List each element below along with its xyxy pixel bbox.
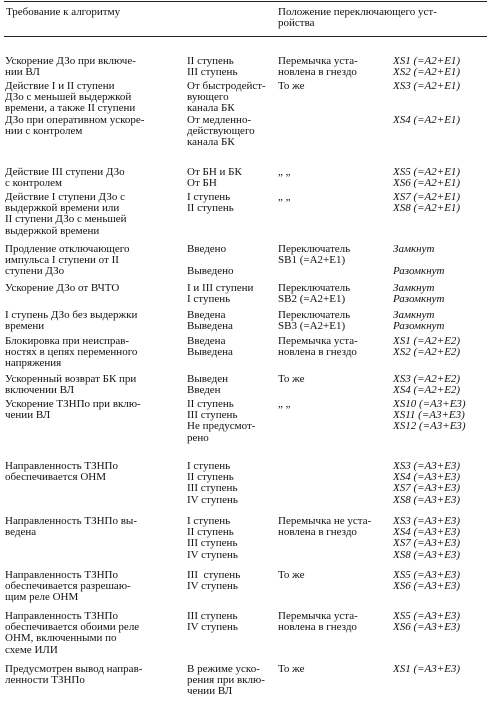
cell-line: SB2 (=A2+E1) <box>278 293 346 306</box>
mode-cell <box>187 461 275 506</box>
cell-line: ленности ТЗНПо <box>5 674 85 687</box>
cell-line: Не предусмот- <box>187 420 256 433</box>
cell-line: XS8 (=A3+E3) <box>393 548 461 561</box>
cell-line: импульса I ступени от II <box>5 254 119 267</box>
cell-line <box>393 137 489 148</box>
cell-line: обеспечивается разрешаю- <box>5 580 131 593</box>
position-cell <box>393 56 489 78</box>
mode-cell <box>187 611 275 656</box>
cell-line: Введена <box>187 335 226 347</box>
cell-line: II ступень <box>187 398 234 410</box>
cell-line: времени <box>5 320 45 333</box>
cell-line: IV ступень <box>187 493 238 506</box>
cell-line: То же <box>278 80 305 92</box>
cell-line <box>278 410 390 421</box>
cell-line <box>393 686 489 697</box>
cell-line: Предусмотрен вывод направ- <box>5 663 143 675</box>
position-cell <box>393 516 489 561</box>
cell-line: XS1 (=A3+E3) <box>393 663 461 675</box>
cell-line: XS4 (=A3+E3) <box>393 471 461 484</box>
cell-line: Продление отключающего <box>5 243 130 255</box>
cell-line: Переключатель <box>278 282 351 294</box>
cell-line: Перемычка уста- <box>278 610 358 622</box>
header-rule <box>4 36 487 37</box>
cell-line: Ускорение ДЗо при включе- <box>5 55 136 67</box>
cell-line: XS4 (=A3+E3) <box>393 526 461 539</box>
cell-line: ностях в цепях переменного <box>5 346 138 359</box>
cell-line: схеме ИЛИ <box>5 643 58 656</box>
cell-line: новлена в гнездо <box>278 526 357 539</box>
position-cell <box>393 664 489 698</box>
cell-line: напряжения <box>5 357 62 370</box>
cell-line: I ступень <box>187 191 231 203</box>
cell-line <box>278 178 390 189</box>
position-cell <box>393 192 489 237</box>
cell-line <box>278 214 390 225</box>
cell-line: рения при вклю- <box>187 674 265 687</box>
requirement-cell <box>5 192 183 237</box>
cell-line: канала БК <box>187 102 235 115</box>
cell-line: То же <box>278 373 305 385</box>
cell-line: III ступень <box>187 569 241 581</box>
cell-line: XS3 (=A3+E3) <box>393 515 461 527</box>
cell-line: XS5 (=A3+E3) <box>393 610 461 622</box>
cell-line: Блокировка при неисправ- <box>5 335 130 347</box>
cell-line: ДЗо при оперативном ускоре- <box>5 113 145 126</box>
cell-line: Направленность ТЗНПо <box>5 569 118 581</box>
cell-line: XS11 (=A3+E3) <box>393 409 465 422</box>
cell-line: Выведено <box>187 265 234 278</box>
cell-line: III ступень <box>187 537 238 550</box>
position-cell <box>393 244 489 278</box>
mode-cell <box>187 664 275 698</box>
position-cell <box>393 461 489 506</box>
cell-line <box>278 592 390 603</box>
cell-line <box>393 358 489 369</box>
cell-line: XS6 (=A3+E3) <box>393 621 461 634</box>
cell-line: Замкнут <box>393 309 435 321</box>
cell-line: II ступень <box>187 202 234 215</box>
cell-line <box>278 115 390 126</box>
cell-line <box>5 421 183 432</box>
cell-line: XS7 (=A2+E1) <box>393 191 461 203</box>
cell-line: действующего <box>187 124 255 137</box>
cell-line: II ступень <box>187 471 234 484</box>
requirement-cell <box>5 399 183 444</box>
cell-line: Выведена <box>187 346 233 359</box>
device-cell <box>278 374 390 396</box>
cell-line: Действие I и II ступени <box>5 80 115 92</box>
cell-line: XS4 (=A2+E2) <box>393 384 461 397</box>
cell-line: времени, а также II ступени <box>5 102 136 115</box>
cell-line <box>393 214 489 225</box>
cell-line <box>187 226 275 237</box>
cell-line: вующего <box>187 91 229 104</box>
cell-line: II ступень <box>187 526 234 539</box>
cell-line: I и III ступени <box>187 282 254 294</box>
mode-cell <box>187 81 275 148</box>
cell-line <box>5 433 183 444</box>
cell-line: Ускорение ТЗНПо при вклю- <box>5 398 141 410</box>
mode-cell <box>187 336 275 370</box>
device-cell <box>278 192 390 237</box>
cell-line: XS8 (=A2+E1) <box>393 202 461 215</box>
mode-cell <box>187 283 275 305</box>
header-col2: Положение переключающего уст- ройства <box>278 6 437 30</box>
cell-line: Действие III ступени ДЗо <box>5 166 125 178</box>
cell-line <box>278 203 390 214</box>
cell-line <box>187 645 275 656</box>
cell-line: Введена <box>187 309 226 321</box>
cell-line: В режиме уско- <box>187 663 260 675</box>
cell-line: „ „ <box>278 398 291 410</box>
cell-line: То же <box>278 663 305 675</box>
cell-line: обеспечивается ОНМ <box>5 471 107 484</box>
cell-line: чении ВЛ <box>187 685 233 698</box>
device-cell <box>278 283 390 305</box>
cell-line: III ступень <box>187 409 238 422</box>
position-cell <box>393 611 489 656</box>
cell-line: ДЗо с меньшей выдержкой <box>5 91 132 104</box>
cell-line <box>393 645 489 656</box>
cell-line: XS8 (=A3+E3) <box>393 493 461 506</box>
cell-line: Выведена <box>187 320 233 333</box>
cell-line <box>278 137 390 148</box>
cell-line: Разомкнут <box>393 293 445 306</box>
requirement-cell <box>5 374 183 396</box>
requirement-cell <box>5 244 183 278</box>
cell-line: выдержкой времени <box>5 224 100 237</box>
device-cell <box>278 244 390 278</box>
cell-line: новлена в гнездо <box>278 621 357 634</box>
cell-line <box>278 266 390 277</box>
cell-line: ведена <box>5 526 37 539</box>
cell-line <box>393 126 489 137</box>
cell-line: XS3 (=A3+E3) <box>393 460 461 472</box>
cell-line: XS6 (=A3+E3) <box>393 580 461 593</box>
cell-line: Введен <box>187 384 221 397</box>
cell-line <box>187 633 275 644</box>
cell-line: Переключатель <box>278 243 351 255</box>
cell-line <box>393 433 489 444</box>
cell-line: чении ВЛ <box>5 409 51 422</box>
requirement-cell <box>5 611 183 656</box>
cell-line: Направленность ТЗНПо вы- <box>5 515 137 527</box>
cell-line: I ступень ДЗо без выдержки <box>5 309 138 321</box>
cell-line <box>278 538 390 549</box>
cell-line: III ступень <box>187 66 238 79</box>
cell-line: Перемычка уста- <box>278 55 358 67</box>
cell-line: нии с контролем <box>5 124 83 137</box>
requirement-cell <box>5 664 183 698</box>
cell-line: II ступени ДЗо с меньшей <box>5 213 127 226</box>
cell-line <box>5 550 183 561</box>
position-cell <box>393 570 489 604</box>
requirement-cell <box>5 461 183 506</box>
device-cell <box>278 664 390 698</box>
cell-line: включении ВЛ <box>5 384 75 397</box>
cell-line: „ „ <box>278 166 291 178</box>
cell-line: Ускорение ДЗо от ВЧТО <box>5 282 120 294</box>
mode-cell <box>187 56 275 78</box>
cell-line: XS2 (=A2+E1) <box>393 66 461 79</box>
cell-line <box>278 581 390 592</box>
cell-line: XS7 (=A3+E3) <box>393 482 461 495</box>
device-cell <box>278 336 390 370</box>
requirement-cell <box>5 516 183 561</box>
cell-line <box>278 483 390 494</box>
cell-line: выдержкой времени или <box>5 202 120 215</box>
mode-cell <box>187 167 275 189</box>
cell-line <box>393 633 489 644</box>
position-cell <box>393 374 489 396</box>
cell-line <box>187 592 275 603</box>
cell-line <box>5 686 183 697</box>
cell-line <box>278 645 390 656</box>
cell-line: XS12 (=A3+E3) <box>393 420 466 433</box>
position-cell <box>393 81 489 148</box>
cell-line: От БН <box>187 177 217 190</box>
requirement-cell <box>5 336 183 370</box>
cell-line: XS5 (=A2+E1) <box>393 166 461 178</box>
cell-line: щим реле ОНМ <box>5 591 79 604</box>
cell-line <box>278 550 390 561</box>
mode-cell <box>187 192 275 237</box>
position-cell <box>393 167 489 189</box>
cell-line <box>393 103 489 114</box>
cell-line: Введено <box>187 243 227 255</box>
cell-line: XS3 (=A2+E2) <box>393 373 461 385</box>
cell-line <box>278 385 390 396</box>
cell-line <box>278 433 390 444</box>
cell-line: нии ВЛ <box>5 66 40 79</box>
header-col1: Требование к алгоритму <box>6 6 121 18</box>
position-cell <box>393 399 489 444</box>
mode-cell <box>187 374 275 396</box>
cell-line <box>393 226 489 237</box>
mode-cell <box>187 244 275 278</box>
cell-line <box>393 675 489 686</box>
cell-line <box>278 358 390 369</box>
cell-line: Разомкнут <box>393 265 445 278</box>
cell-line <box>393 592 489 603</box>
cell-line: XS6 (=A2+E1) <box>393 177 461 190</box>
cell-line <box>278 461 390 472</box>
device-cell <box>278 611 390 656</box>
cell-line <box>278 126 390 137</box>
cell-line <box>278 633 390 644</box>
cell-line: XS3 (=A2+E1) <box>393 80 461 92</box>
mode-cell <box>187 516 275 561</box>
device-cell <box>278 399 390 444</box>
requirement-cell <box>5 167 183 189</box>
cell-line: SB1 (=A2+E1) <box>278 254 346 267</box>
cell-line <box>278 675 390 686</box>
cell-line: II ступень <box>187 55 234 67</box>
cell-line: Переключатель <box>278 309 351 321</box>
cell-line: Замкнут <box>393 243 435 255</box>
top-rule <box>4 1 487 2</box>
cell-line: Действие I ступени ДЗо с <box>5 191 125 203</box>
cell-line <box>187 214 275 225</box>
mode-cell <box>187 570 275 604</box>
cell-line: XS7 (=A3+E3) <box>393 537 461 550</box>
device-cell <box>278 461 390 506</box>
cell-line: XS5 (=A3+E3) <box>393 569 461 581</box>
device-cell <box>278 56 390 78</box>
cell-line <box>278 686 390 697</box>
cell-line: Замкнут <box>393 282 435 294</box>
cell-line: XS4 (=A2+E1) <box>393 113 461 126</box>
mode-cell <box>187 399 275 444</box>
cell-line: Перемычка уста- <box>278 335 358 347</box>
cell-line <box>278 472 390 483</box>
cell-line <box>278 92 390 103</box>
cell-line: обеспечивается обоими реле <box>5 621 140 634</box>
cell-line: I ступень <box>187 293 231 306</box>
device-cell <box>278 167 390 189</box>
requirement-cell <box>5 310 183 332</box>
cell-line: ОНМ, включенными по <box>5 632 117 645</box>
device-cell <box>278 570 390 604</box>
cell-line <box>5 294 183 305</box>
cell-line <box>5 483 183 494</box>
cell-line <box>5 495 183 506</box>
cell-line: новлена в гнездо <box>278 66 357 79</box>
device-cell <box>278 310 390 332</box>
cell-line: То же <box>278 569 305 581</box>
cell-line: рено <box>187 431 209 444</box>
cell-line: Направленность ТЗНПо <box>5 610 118 622</box>
cell-line: IV ступень <box>187 548 238 561</box>
device-cell <box>278 81 390 148</box>
cell-line: III ступень <box>187 610 238 622</box>
mode-cell <box>187 310 275 332</box>
requirement-cell <box>5 283 183 305</box>
cell-line: SB3 (=A2+E1) <box>278 320 346 333</box>
cell-line <box>278 226 390 237</box>
cell-line: Разомкнут <box>393 320 445 333</box>
cell-line: IV ступень <box>187 621 238 634</box>
cell-line: „ „ <box>278 191 291 203</box>
cell-line <box>393 92 489 103</box>
cell-line: Ускоренный возврат БК при <box>5 373 137 385</box>
cell-line: XS2 (=A2+E2) <box>393 346 461 359</box>
cell-line <box>187 358 275 369</box>
requirement-cell <box>5 570 183 604</box>
cell-line: новлена в гнездо <box>278 346 357 359</box>
cell-line: XS1 (=A2+E1) <box>393 55 461 67</box>
cell-line <box>278 421 390 432</box>
cell-line: ступени ДЗо <box>5 265 65 278</box>
cell-line: I ступень <box>187 460 231 472</box>
cell-line: От быстродейст- <box>187 80 266 92</box>
cell-line: IV ступень <box>187 580 238 593</box>
requirement-cell <box>5 56 183 78</box>
cell-line: XS1 (=A2+E2) <box>393 335 461 347</box>
cell-line: От медленно- <box>187 113 252 126</box>
cell-line <box>278 103 390 114</box>
cell-line <box>5 538 183 549</box>
cell-line: Направленность ТЗНПо <box>5 460 118 472</box>
position-cell <box>393 336 489 370</box>
cell-line: Перемычка не уста- <box>278 515 372 527</box>
cell-line: с контролем <box>5 177 62 190</box>
requirement-cell <box>5 81 183 137</box>
position-cell <box>393 310 489 332</box>
device-cell <box>278 516 390 561</box>
cell-line <box>278 495 390 506</box>
cell-line: Выведен <box>187 373 228 385</box>
cell-line: III ступень <box>187 482 238 495</box>
cell-line: I ступень <box>187 515 231 527</box>
cell-line: канала БК <box>187 135 235 148</box>
cell-line: XS10 (=A3+E3) <box>393 398 466 410</box>
position-cell <box>393 283 489 305</box>
cell-line: От БН и БК <box>187 166 242 178</box>
